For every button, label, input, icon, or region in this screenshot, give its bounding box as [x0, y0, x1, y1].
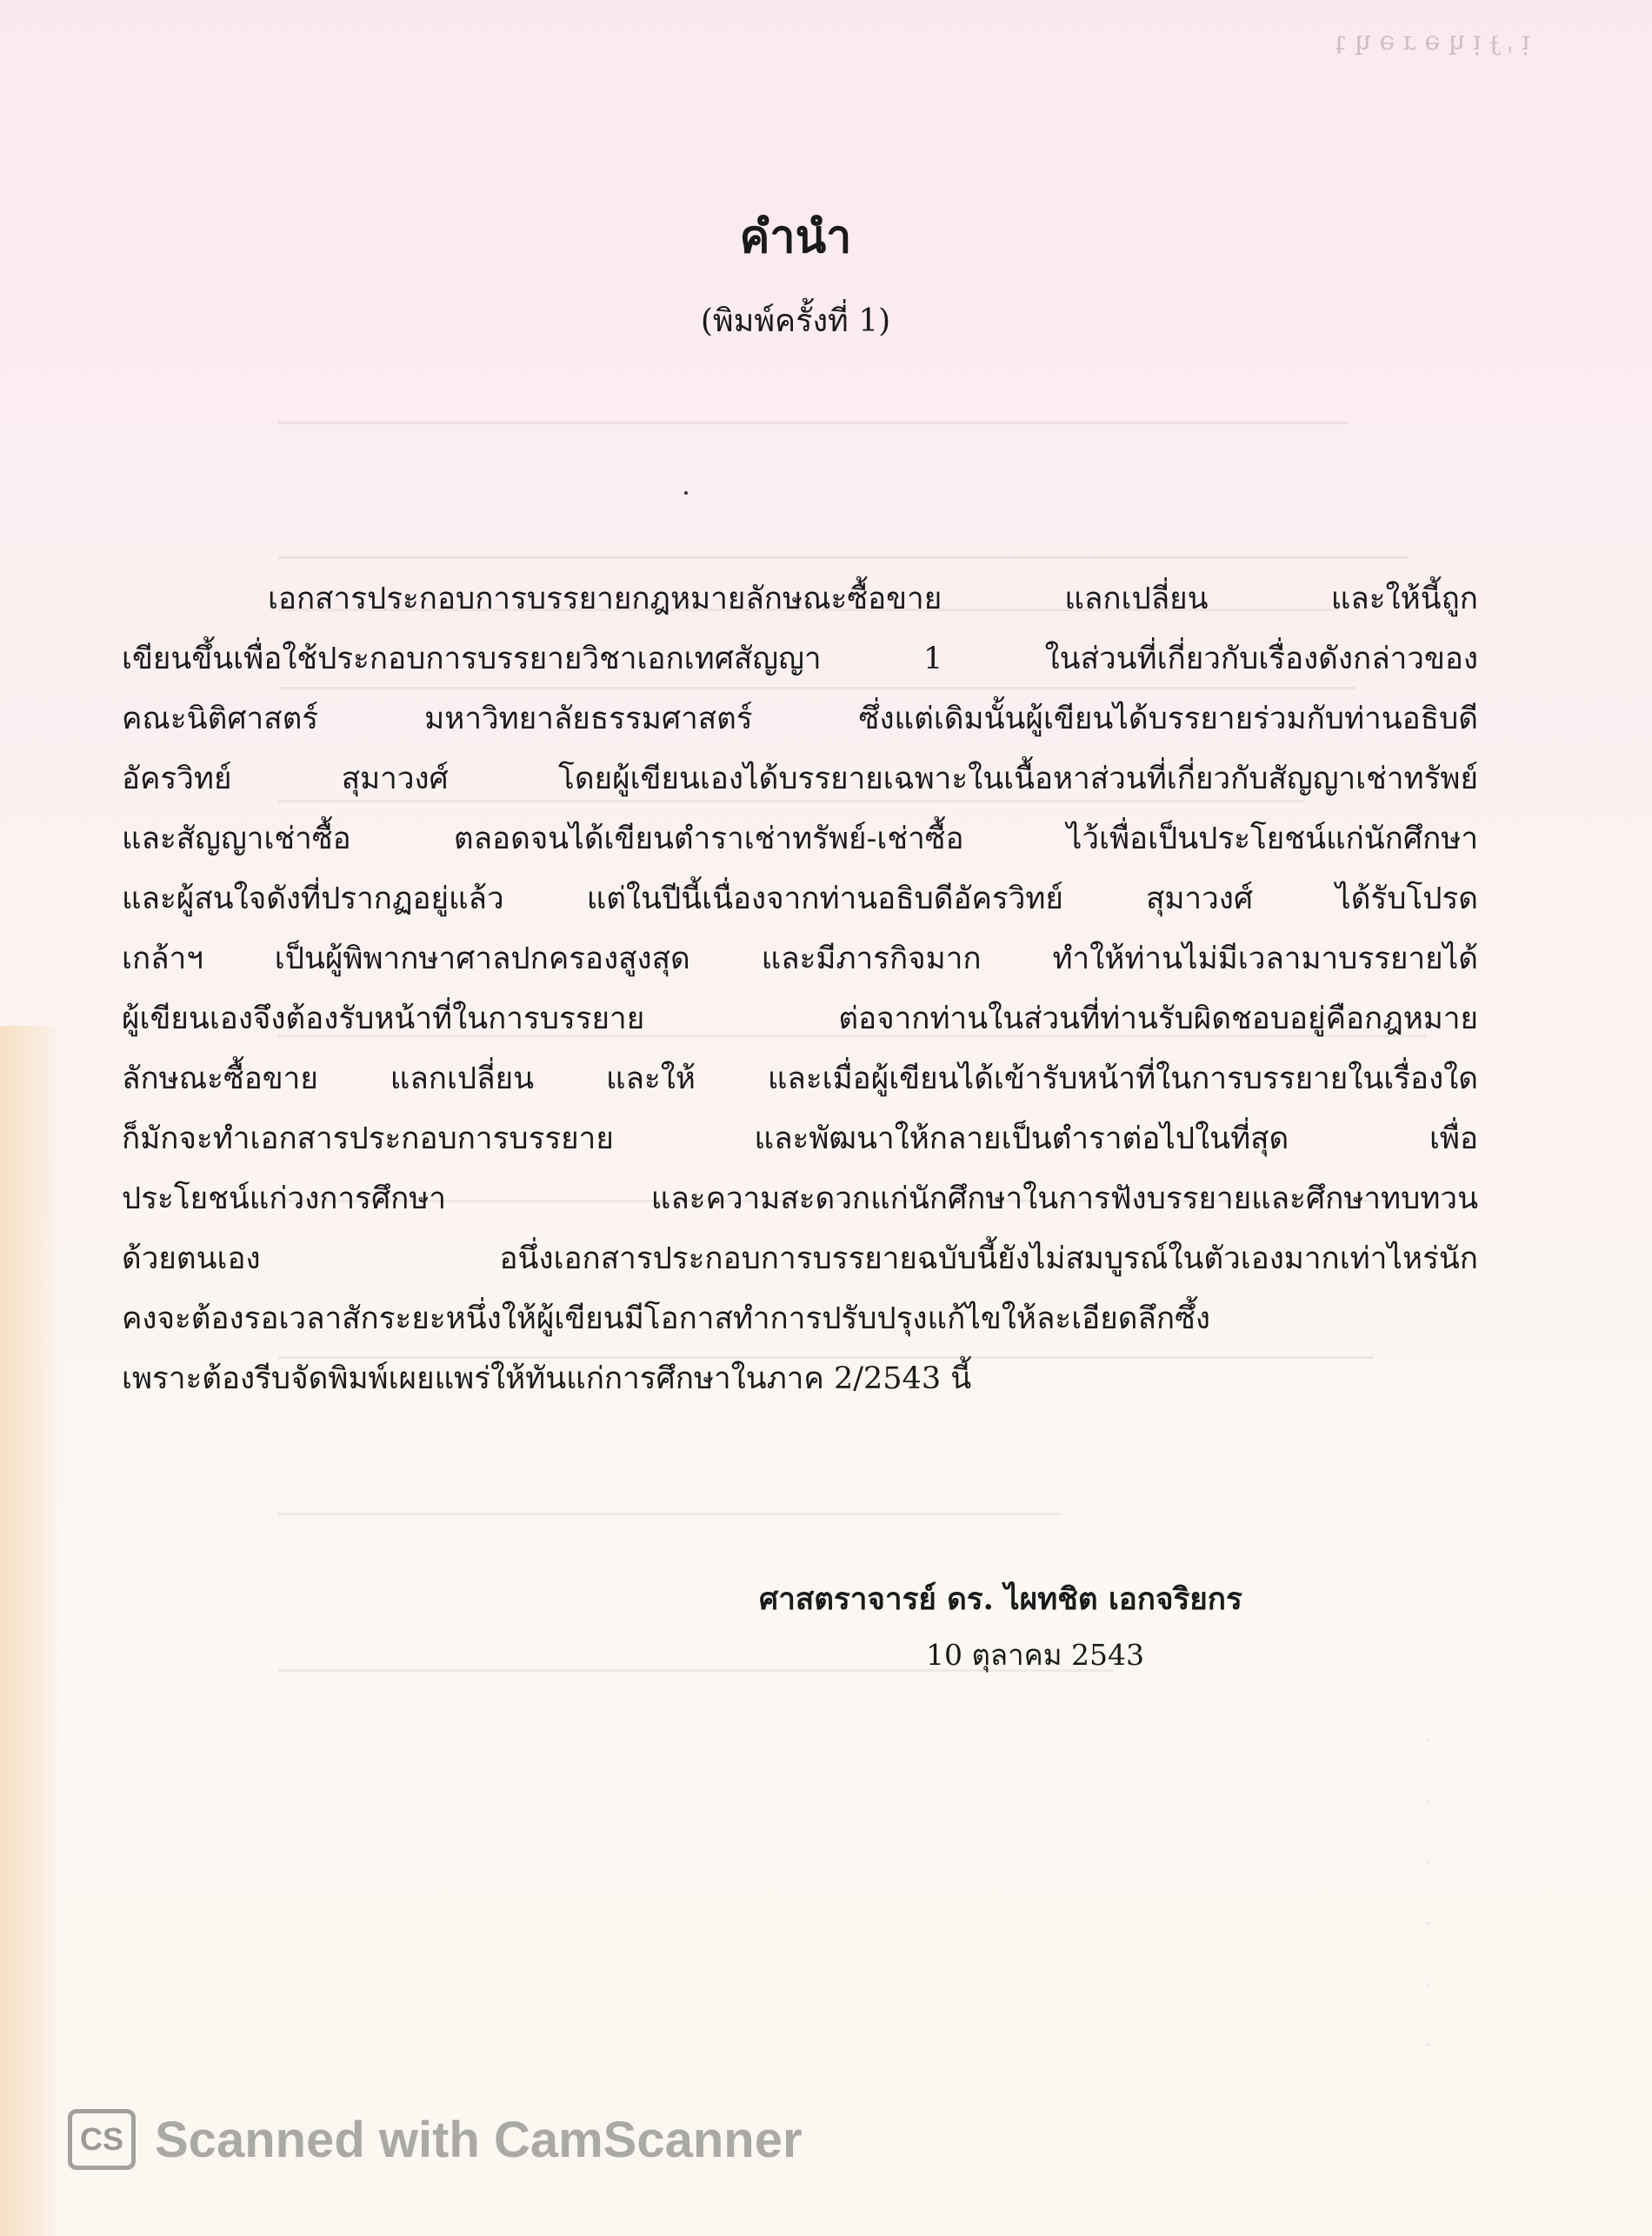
bleed-through-number: · — [1424, 1913, 1430, 1933]
body-line: อัครวิทย์ สุมาวงศ์ โดยผู้เขียนเองได้บรรยายเฉพาะในเนื้อหาส่วนที่เกี่ยวกับสัญญาเช่าทรัพย์ — [122, 762, 1478, 796]
body-line: เพราะต้องรีบจัดพิมพ์เผยแพร่ให้ทันแก่การศึกษาในภาค 2/2543 นี้ — [122, 1361, 972, 1396]
bleed-through-line — [278, 1513, 1061, 1515]
body-line: คงจะต้องรอเวลาสักระยะหนึ่งให้ผู้เขียนมีโอกาสทำการปรับปรุงแก้ไขให้ละเอียดลึกซึ้ง — [122, 1301, 1210, 1336]
body-line: เขียนขึ้นเพื่อใช้ประกอบการบรรยายวิชาเอกเทศสัญญา 1 ในส่วนที่เกี่ยวกับเรื่องดังกล่าวของ — [122, 642, 1478, 676]
camscanner-logo-icon: CS — [68, 2109, 136, 2170]
page-edge-shadow — [0, 1026, 61, 2236]
page-title: คำนำ — [739, 210, 852, 263]
bleed-through-number: · — [1424, 2034, 1430, 2055]
bleed-through-header: ᴉ ˌ ɟ ᴉ ɥ ǝ ɹ ǝ ɥ ʇ — [1336, 26, 1530, 57]
bleed-through-line — [278, 556, 1409, 559]
watermark-text: Scanned with CamScanner — [155, 2111, 803, 2168]
body-line: เอกสารประกอบการบรรยายกฎหมายลักษณะซื้อขาย แลกเปลี่ยน และให้นี้ถูก — [268, 582, 1478, 616]
bleed-through-number: · — [1424, 1791, 1430, 1812]
ink-dot — [684, 491, 688, 495]
body-line: ผู้เขียนเองจึงต้องรับหน้าที่ในการบรรยาย ต่อจากท่านในส่วนที่ท่านรับผิดชอบอยู่คือกฎหมาย — [122, 1002, 1478, 1036]
body-line: ก็มักจะทำเอกสารประกอบการบรรยาย และพัฒนาให้กลายเป็นตำราต่อไปในที่สุด เพื่อ — [122, 1121, 1478, 1156]
body-line: และผู้สนใจดังที่ปรากฏอยู่แล้ว แต่ในปีนี้เนื่องจากท่านอธิบดีอัครวิทย์ สุมาวงศ์ ได้รับโปรด — [122, 882, 1478, 916]
author-signature: ศาสตราจารย์ ดร. ไผทชิต เอกจริยกร — [759, 1581, 1242, 1617]
body-line: และสัญญาเช่าซื้อ ตลอดจนได้เขียนตำราเช่าทรัพย์-เช่าซื้อ ไว้เพื่อเป็นประโยชน์แก่นักศึกษา — [122, 822, 1478, 856]
signature-date: 10 ตุลาคม 2543 — [926, 1638, 1144, 1672]
bleed-through-number: · — [1424, 1730, 1430, 1751]
bleed-through-number: · — [1424, 1852, 1430, 1873]
bleed-through-number: · — [1424, 1973, 1430, 1994]
body-paragraph — [122, 569, 1478, 1409]
body-line: เกล้าฯ เป็นผู้พิพากษาศาลปกครองสูงสุด และมีภารกิจมาก ทำให้ท่านไม่มีเวลามาบรรยายได้ — [122, 942, 1478, 976]
body-line: ประโยชน์แก่วงการศึกษา และความสะดวกแก่นักศึกษาในการฟังบรรยายและศึกษาทบทวน — [122, 1181, 1478, 1216]
body-line: ด้วยตนเอง อนึ่งเอกสารประกอบการบรรยายฉบับนี้ยังไม่สมบูรณ์ในตัวเองมากเท่าไหร่นัก — [122, 1241, 1478, 1276]
camscanner-watermark — [68, 2109, 803, 2170]
bleed-through-line — [278, 422, 1348, 424]
body-line: ลักษณะซื้อขาย แลกเปลี่ยน และให้ และเมื่อผู้เขียนได้เข้ารับหน้าที่ในการบรรยายในเรื่องใด — [122, 1061, 1478, 1096]
page-subtitle: (พิมพ์ครั้งที่ 1) — [700, 303, 891, 339]
body-line: คณะนิติศาสตร์ มหาวิทยาลัยธรรมศาสตร์ ซึ่งแต่เดิมนั้นผู้เขียนได้บรรยายร่วมกับท่านอธิบดี — [122, 702, 1478, 736]
